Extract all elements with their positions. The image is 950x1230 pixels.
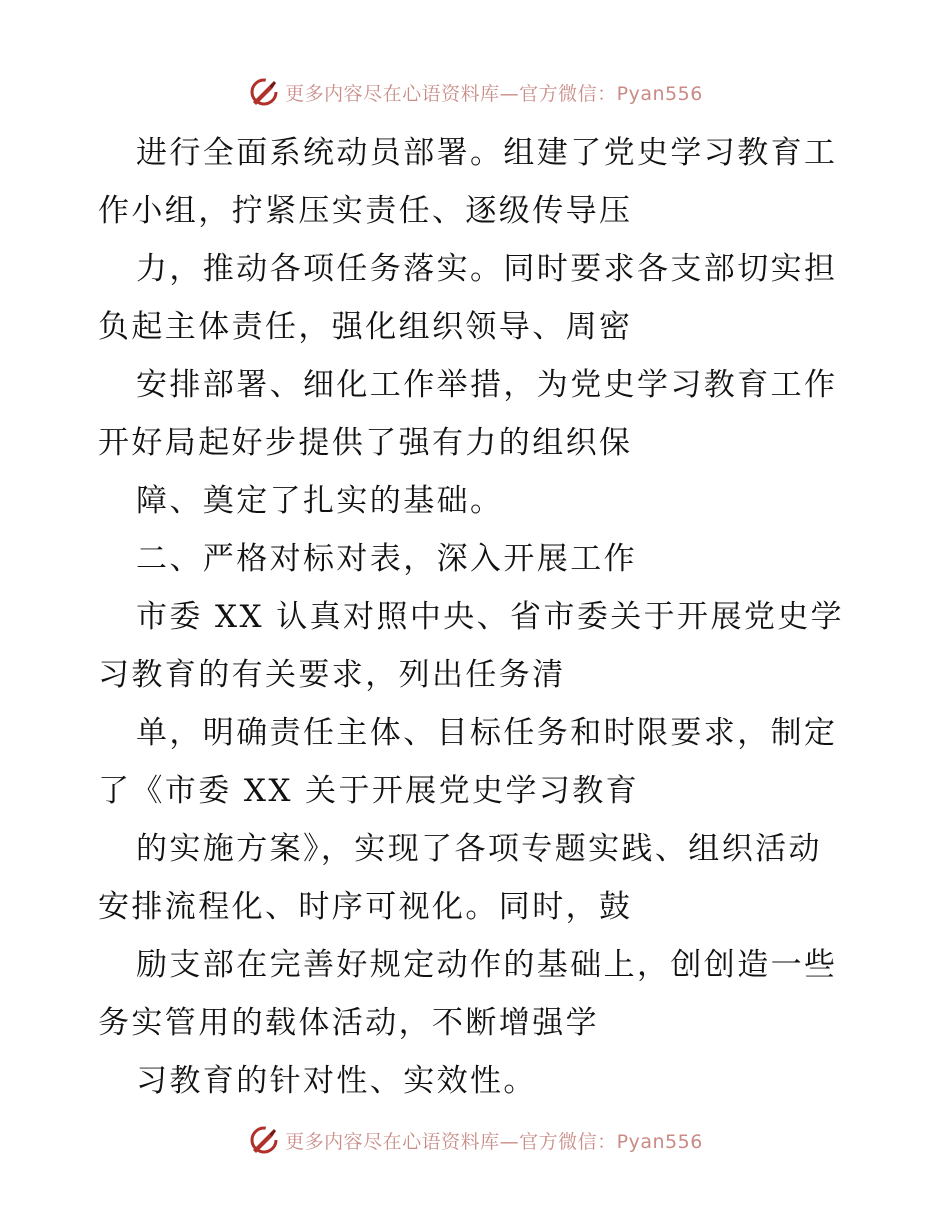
footer-banner (0, 1120, 950, 1160)
body-text-line: 市委 XX 认真对照中央、省市委关于开展党史学 (136, 599, 845, 635)
body-text-line: 单，明确责任主体、目标任务和时限要求，制定 (136, 715, 838, 751)
header-banner-text: 更多内容尽在心语资料库—官方微信：Pyan556 (285, 82, 703, 105)
body-text-line: 开好局起好步提供了强有力的组织保 (98, 425, 633, 461)
body-text-line: 二、严格对标对表，深入开展工作 (136, 541, 637, 577)
body-text-line: 负起主体责任，强化组织领导、周密 (98, 309, 633, 345)
body-text-line: 习教育的针对性、实效性。 (136, 1063, 537, 1099)
body-text-line: 作小组，拧紧压实责任、逐级传导压 (98, 193, 633, 229)
footer-banner-text: 更多内容尽在心语资料库—官方微信：Pyan556 (285, 1130, 703, 1153)
document-body (98, 124, 858, 1110)
body-text-line: 进行全面系统动员部署。组建了党史学习教育工 (136, 135, 838, 171)
body-text-line: 务实管用的载体活动，不断增强学 (98, 1005, 599, 1041)
body-text-line: 安排流程化、时序可视化。同时，鼓 (98, 889, 633, 925)
pen-swirl-logo-icon (247, 75, 281, 109)
body-text-line: 习教育的有关要求，列出任务清 (98, 657, 566, 693)
body-text-line: 的实施方案》，实现了各项专题实践、组织活动 (136, 831, 822, 867)
pen-swirl-logo-icon (247, 1123, 281, 1157)
body-text-line: 障、奠定了扎实的基础。 (136, 483, 504, 519)
body-text-line: 力，推动各项任务落实。同时要求各支部切实担 (136, 251, 838, 287)
body-text-line: 安排部署、细化工作举措，为党史学习教育工作 (136, 367, 838, 403)
body-text-line: 励支部在完善好规定动作的基础上，创创造一些 (136, 947, 838, 983)
body-text-line: 了《市委 XX 关于开展党史学习教育 (98, 773, 640, 809)
header-banner (0, 72, 950, 112)
